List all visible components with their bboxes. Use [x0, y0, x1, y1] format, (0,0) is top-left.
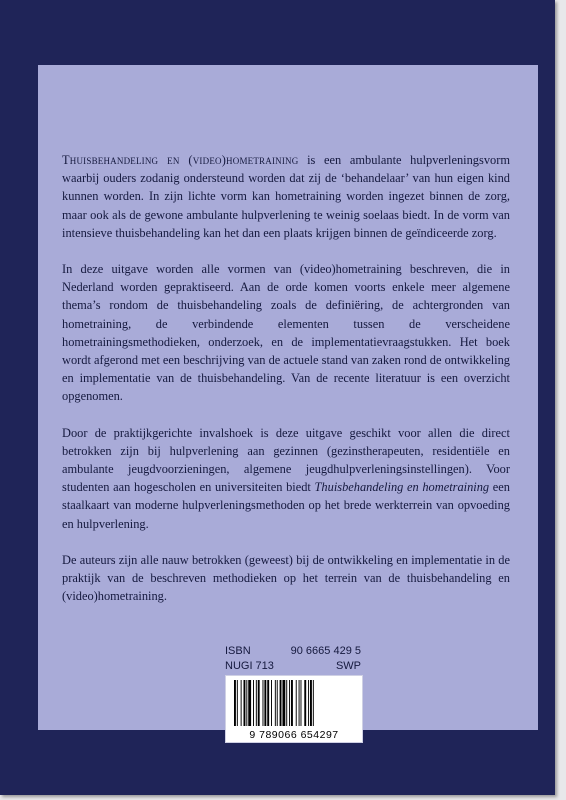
barcode-bars	[232, 680, 356, 726]
nugi-row	[225, 659, 361, 674]
blurb-paragraph-3-a: Door de praktijkgerichte invalshoek is deze uitgave geschikt voor allen die direct betrokken zijn bij hulpverlening aan gezinnen (gezinstherapeuten, residentiële en ambulante jeugdvoorzieningen, algemene jeugdhulpverleningsinstellingen). Voor studenten aan hogescholen en universiteiten biedt	[62, 425, 510, 495]
publisher-code: SWP	[335, 660, 361, 672]
book-title-italic: Thuisbehandeling en hometraining	[314, 480, 490, 495]
blurb-paragraph-1-text: is een ambulante hulpverleningsvorm waarbij ouders zodanig ondersteund worden dat zij de ‘behandelaar’ van hun eigen kind kunnen worden. In zijn lichte vorm kan hometraining worden ingezet binnen de zorg, maar ook als de gewone ambulante hulpverlening te weinig soelaas biedt. In de vorm van intensieve thuisbehandeling kan het dan een plaats krijgen binnen de geïndiceerde zorg.	[62, 153, 510, 240]
isbn-row	[225, 644, 361, 659]
blurb-text	[62, 151, 510, 623]
blurb-paragraph-3-b: een staalkaart van moderne hulpverleningsmethoden op het brede werkterrein van opvoeding en hulpverlening.	[62, 480, 510, 531]
isbn-value: 90 6665 429 5	[290, 645, 361, 657]
barcode-number: 9 789066 654297	[249, 729, 339, 741]
blurb-paragraph-3	[62, 424, 510, 533]
blurb-paragraph-1	[62, 151, 510, 242]
isbn-block	[225, 644, 361, 674]
nugi-label: NUGI 713	[225, 660, 274, 672]
blurb-paragraph-4: De auteurs zijn alle nauw betrokken (geweest) bij de ontwikkeling en implementatie in de praktijk van de beschreven methodieken op het terrein van de thuisbehandeling en (video)hometraining.	[62, 552, 510, 604]
barcode	[225, 675, 363, 743]
isbn-label: ISBN	[225, 645, 251, 657]
blurb-lead: Thuisbehandeling en (video)hometraining	[62, 153, 299, 167]
blurb-paragraph-2: In deze uitgave worden alle vormen van (video)hometraining beschreven, die in Nederland worden gepraktiseerd. Aan de orde komen voorts enkele meer algemene thema’s rondom de thuisbehandeling zoals de definiëring, de achtergronden van hometraining, de verbindende elementen tussen de verscheidene hometrainingsmethodieken, onderzoek, en de implementatievraagstukken. Het boek wordt afgerond met een beschrijving van de actuele stand van zaken rond de ontwikkeling en implementatie van de thuisbehandeling. Van de recente literatuur is een overzicht opgenomen.	[62, 262, 510, 404]
